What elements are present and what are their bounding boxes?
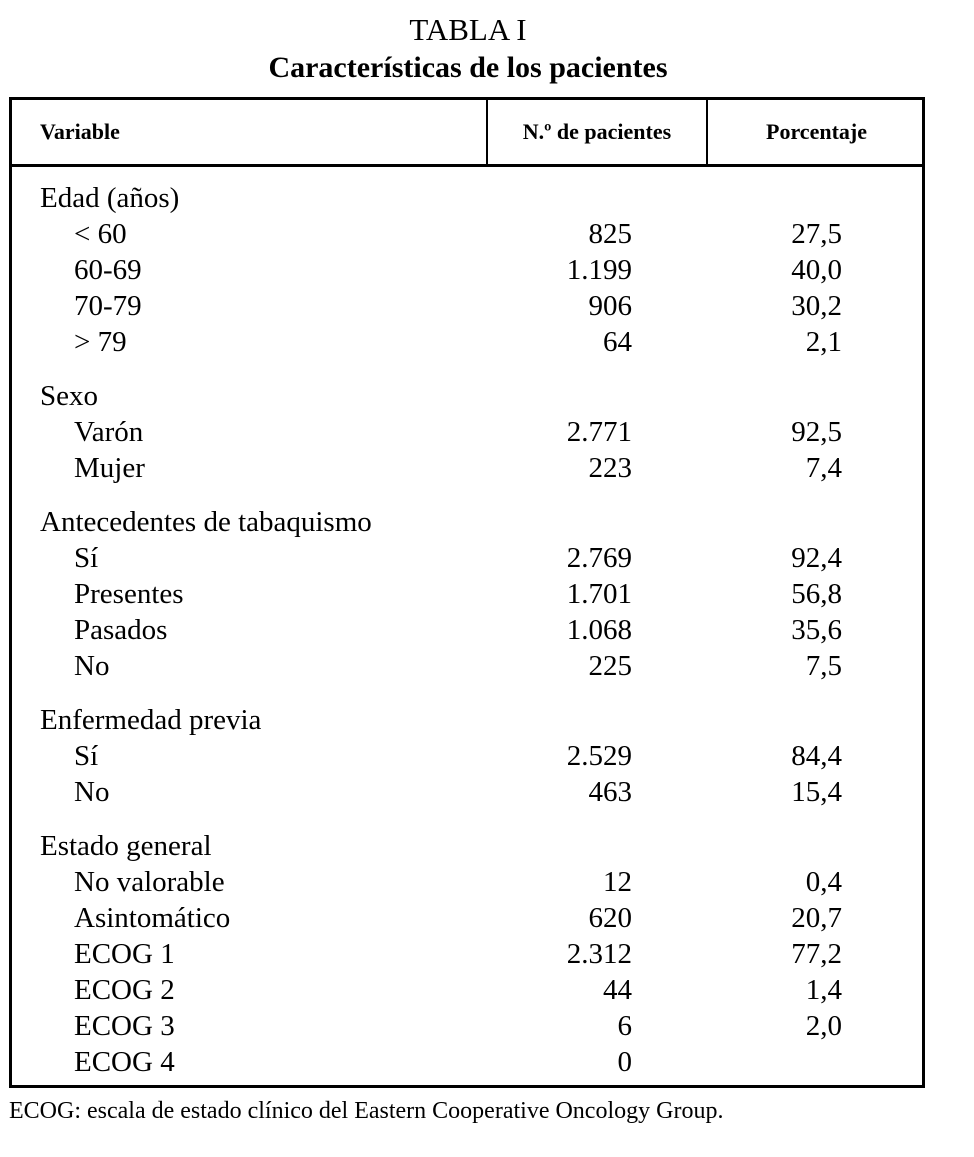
row-percent: 92,4 [791, 542, 842, 574]
table-row [12, 1008, 922, 1044]
group-label: Edad (años) [40, 182, 180, 214]
group-label: Enfermedad previa [40, 704, 262, 736]
row-label: Sí [74, 542, 99, 574]
row-label: No valorable [74, 866, 225, 898]
group-sexo [12, 378, 922, 486]
row-count: 12 [603, 866, 632, 898]
row-count: 463 [588, 776, 632, 808]
row-label: Asintomático [74, 902, 231, 934]
group-label: Estado general [40, 830, 212, 862]
table-row [12, 216, 922, 252]
header-patient-count: N.º de pacientes [486, 100, 706, 164]
row-percent: 30,2 [791, 290, 842, 322]
group-edad [12, 180, 922, 360]
row-label: ECOG 4 [74, 1046, 175, 1078]
table-row [12, 612, 922, 648]
row-count: 0 [617, 1046, 632, 1078]
patient-characteristics-table [9, 97, 925, 1088]
table-row [12, 900, 922, 936]
row-percent: 20,7 [791, 902, 842, 934]
row-label: Mujer [74, 452, 145, 484]
row-percent: 35,6 [791, 614, 842, 646]
row-count: 2.312 [566, 938, 632, 970]
row-count: 64 [603, 326, 632, 358]
row-percent: 92,5 [791, 416, 842, 448]
table-body [12, 180, 922, 1098]
table-row [12, 972, 922, 1008]
row-label: < 60 [74, 218, 127, 250]
row-label: Sí [74, 740, 99, 772]
row-count: 225 [588, 650, 632, 682]
row-count: 2.771 [566, 416, 632, 448]
row-count: 1.701 [566, 578, 632, 610]
row-percent: 1,4 [805, 974, 842, 1006]
table-row [12, 288, 922, 324]
table-subtitle: Características de los pacientes [268, 51, 668, 84]
table-row [12, 414, 922, 450]
row-percent: 7,4 [805, 452, 842, 484]
row-count: 1.199 [566, 254, 632, 286]
table-header-row [12, 100, 922, 167]
table-row [12, 648, 922, 684]
group-estado-general [12, 828, 922, 1080]
group-label: Antecedentes de tabaquismo [40, 506, 372, 538]
row-percent: 2,1 [805, 326, 842, 358]
group-label: Sexo [40, 380, 98, 412]
table-row [12, 738, 922, 774]
row-label: Presentes [74, 578, 184, 610]
row-label: No [74, 650, 110, 682]
row-label: > 79 [74, 326, 127, 358]
header-variable: Variable [40, 119, 120, 144]
row-percent: 77,2 [791, 938, 842, 970]
group-enfermedad-previa [12, 702, 922, 810]
row-percent: 40,0 [791, 254, 842, 286]
row-label: Pasados [74, 614, 168, 646]
row-count: 44 [603, 974, 632, 1006]
row-count: 1.068 [566, 614, 632, 646]
table-row [12, 450, 922, 486]
table-row [12, 1044, 922, 1080]
row-count: 2.769 [566, 542, 632, 574]
table-row [12, 540, 922, 576]
table-row [12, 864, 922, 900]
row-label: ECOG 2 [74, 974, 175, 1006]
row-count: 906 [588, 290, 632, 322]
row-percent: 0,4 [805, 866, 842, 898]
row-label: No [74, 776, 110, 808]
row-count: 2.529 [566, 740, 632, 772]
header-percentage: Porcentaje [706, 100, 925, 164]
row-label: ECOG 3 [74, 1010, 175, 1042]
row-label: ECOG 1 [74, 938, 175, 970]
table-footnote: ECOG: escala de estado clínico del Eastern Cooperative Oncology Group. [9, 1098, 724, 1124]
row-percent: 7,5 [805, 650, 842, 682]
row-count: 223 [588, 452, 632, 484]
row-percent: 2,0 [805, 1010, 842, 1042]
row-count: 620 [588, 902, 632, 934]
table-row [12, 252, 922, 288]
row-count: 6 [617, 1010, 632, 1042]
row-label: 70-79 [74, 290, 142, 322]
row-count: 825 [588, 218, 632, 250]
table-row [12, 576, 922, 612]
row-percent: 84,4 [791, 740, 842, 772]
row-percent: 15,4 [791, 776, 842, 808]
group-tabaquismo [12, 504, 922, 684]
table-row [12, 774, 922, 810]
row-label: 60-69 [74, 254, 142, 286]
table-row [12, 324, 922, 360]
table-title: TABLA I [409, 12, 527, 47]
row-percent: 27,5 [791, 218, 842, 250]
row-label: Varón [74, 416, 144, 448]
row-percent: 56,8 [791, 578, 842, 610]
table-row [12, 936, 922, 972]
